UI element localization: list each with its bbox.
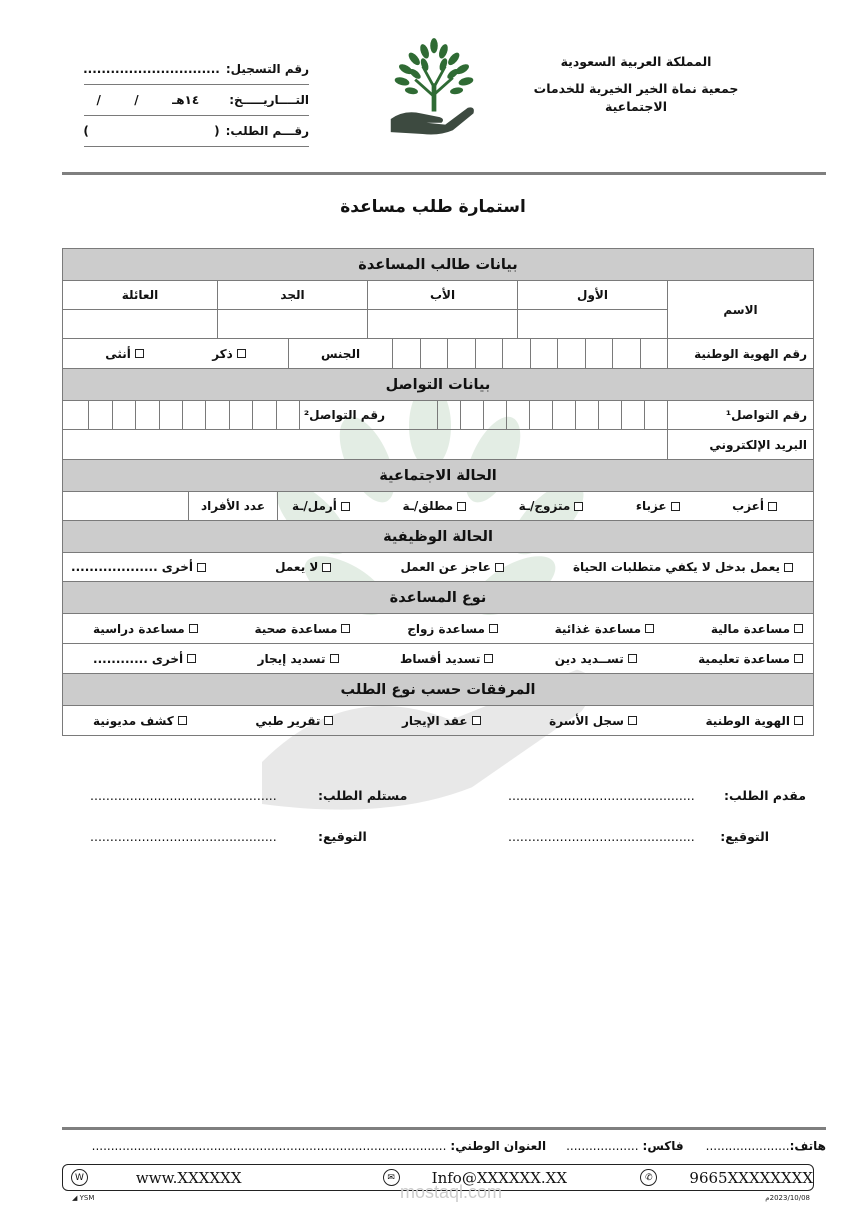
checkbox-icon[interactable] [457, 502, 466, 511]
family-members-input[interactable] [63, 492, 188, 520]
phone2-digit-cell[interactable] [135, 401, 158, 429]
org-header [506, 56, 766, 126]
phone1-digit-cell[interactable] [598, 401, 621, 429]
name-label: الاسم [667, 281, 813, 338]
header-divider [62, 172, 826, 175]
aid-type-options-1 [63, 614, 813, 643]
address-label: العنوان الوطني: [450, 1139, 547, 1153]
checkbox-icon[interactable] [178, 716, 187, 725]
date-value[interactable]: / / ١٤هـ [96, 93, 200, 107]
phone-row [63, 401, 813, 430]
section-employment-header: الحالة الوظيفية [63, 521, 813, 553]
phone2-digit-cell[interactable] [205, 401, 228, 429]
phone2-digit-cell[interactable] [252, 401, 275, 429]
name-parts-grid [63, 281, 667, 338]
social-status-row [63, 492, 813, 521]
status-married[interactable]: متزوج/ـة [519, 499, 584, 513]
section-contact-header: بيانات التواصل [63, 369, 813, 401]
family-name-input[interactable] [63, 310, 217, 338]
whatsapp-number[interactable]: 9665XXXXXXXX [689, 1168, 814, 1187]
receiver-label: مستلم الطلب: [318, 788, 408, 803]
phone1-digit-cell[interactable] [529, 401, 552, 429]
website-icon: W [71, 1169, 88, 1186]
id-digit-cell[interactable] [502, 339, 530, 368]
checkbox-icon[interactable] [324, 716, 333, 725]
phone2-digit-cell[interactable] [276, 401, 299, 429]
email-icon: ✉ [383, 1169, 400, 1186]
phone-label: هاتف: [789, 1139, 826, 1153]
phone1-digit-cell[interactable] [552, 401, 575, 429]
request-number-label: رقـــم الطلب: [225, 124, 309, 138]
applicant-sign-label: التوقيع: [720, 829, 769, 844]
whatsapp-icon: ✆ [640, 1169, 657, 1186]
footer-divider [62, 1127, 826, 1130]
checkbox-icon[interactable] [237, 349, 246, 358]
checkbox-icon[interactable] [784, 563, 793, 572]
footer-contact-line [62, 1139, 826, 1153]
aid-study[interactable]: مساعدة دراسية [93, 622, 198, 636]
applicant-name-field[interactable]: ............................................... [508, 788, 695, 803]
checkbox-icon[interactable] [189, 624, 198, 633]
name-row [63, 281, 813, 339]
attachments-row [63, 706, 813, 736]
attach-debt-statement[interactable]: كشف مديونية [93, 714, 187, 728]
attach-family-record[interactable]: سجل الأسرة [549, 714, 637, 728]
aid-health[interactable]: مساعدة صحية [254, 622, 350, 636]
grandfather-name-input[interactable] [217, 310, 367, 338]
checkbox-icon[interactable] [671, 502, 680, 511]
checkbox-icon[interactable] [341, 502, 350, 511]
form-title: استمارة طلب مساعدة [340, 197, 526, 217]
aid-installments[interactable]: تسديد أقساط [400, 652, 493, 666]
phone1-digit-cell[interactable] [644, 401, 667, 429]
receiver-name-field[interactable]: ............................................... [90, 788, 277, 803]
employment-not-working[interactable]: لا يعمل [275, 560, 331, 574]
aid-type-options-2 [63, 644, 813, 673]
id-digit-cell[interactable] [640, 339, 668, 368]
phone2-label: رقم التواصل² [299, 401, 437, 429]
aid-other[interactable]: أخرى ............ [93, 652, 196, 666]
family-members-label: عدد الأفراد [188, 492, 277, 520]
phone1-digit-cell[interactable] [460, 401, 483, 429]
father-name-header: الأب [367, 281, 517, 309]
registration-value[interactable]: .............................. [83, 62, 220, 76]
gender-label: الجنس [288, 339, 392, 368]
website-link[interactable]: www.XXXXXX [135, 1168, 242, 1187]
attach-national-id[interactable]: الهوية الوطنية [705, 714, 803, 728]
date-row [84, 85, 309, 116]
employment-options [63, 553, 813, 581]
section-aid-type-header: نوع المساعدة [63, 582, 813, 614]
id-gender-row [63, 339, 813, 369]
employment-insufficient-income[interactable]: يعمل بدخل لا يكفي متطلبات الحياة [573, 560, 793, 574]
status-widowed[interactable]: أرمل/ـة [292, 499, 350, 513]
attach-lease[interactable]: عقد الإيجار [402, 714, 481, 728]
social-status-options [277, 492, 813, 520]
checkbox-icon[interactable] [645, 624, 654, 633]
phone-field: ...................... [705, 1139, 790, 1153]
checkbox-icon[interactable] [341, 624, 350, 633]
id-digit-cell[interactable] [557, 339, 585, 368]
checkbox-icon[interactable] [135, 349, 144, 358]
phone1-digit-cell[interactable] [483, 401, 506, 429]
id-digit-cell[interactable] [475, 339, 503, 368]
fax-label: فاكس: [642, 1139, 684, 1153]
document-date: 2023/10/08م [765, 1194, 810, 1202]
registration-number-row [84, 54, 309, 85]
credit-icon: ◢ [72, 1194, 78, 1202]
attach-medical-report[interactable]: تقرير طبي [255, 714, 333, 728]
registration-label: رقم التسجيل: [225, 62, 309, 76]
email-link[interactable]: Info@XXXXXX.XX [431, 1168, 568, 1187]
checkbox-icon[interactable] [628, 654, 637, 663]
assistance-form-table [62, 248, 814, 736]
phone1-label: رقم التواصل¹ [667, 401, 813, 429]
gender-male-option[interactable]: ذكر [212, 347, 246, 361]
aid-rent[interactable]: تسديد إيجار [258, 652, 339, 666]
email-label: البريد الإلكتروني [667, 430, 813, 459]
aid-type-row-1 [63, 614, 813, 644]
kingdom-name: المملكة العربية السعودية [560, 54, 712, 69]
phone2-digit-cell[interactable] [182, 401, 205, 429]
org-name-line1: جمعية نماة الخير الخيرية للخدمات [533, 80, 739, 96]
id-digit-cell[interactable] [392, 339, 420, 368]
phone2-digit-cell[interactable] [229, 401, 252, 429]
first-name-input[interactable] [517, 310, 667, 338]
id-digit-cell[interactable] [420, 339, 448, 368]
phone2-digit-cell[interactable] [63, 401, 88, 429]
org-name-line2: الاجتماعية [605, 99, 667, 114]
aid-type-row-2 [63, 644, 813, 674]
email-row [63, 430, 813, 460]
aid-marriage[interactable]: مساعدة زواج [407, 622, 498, 636]
section-applicant-header: بيانات طالب المساعدة [63, 249, 813, 281]
section-attachments-header: المرفقات حسب نوع الطلب [63, 674, 813, 706]
status-divorced[interactable]: مطلق/ـة [402, 499, 466, 513]
id-digit-cell[interactable] [447, 339, 475, 368]
checkbox-icon[interactable] [330, 654, 339, 663]
watermark-site-text: mostaql.com [400, 1182, 503, 1202]
phone1-digit-cell[interactable] [575, 401, 598, 429]
email-input[interactable] [63, 430, 667, 459]
phone1-digit-cell[interactable] [621, 401, 644, 429]
checkbox-icon[interactable] [794, 654, 803, 663]
applicant-signature-label: مقدم الطلب: [724, 788, 806, 803]
checkbox-icon[interactable] [495, 563, 504, 572]
request-number-value[interactable]: ( ) [83, 124, 220, 138]
id-digit-cell[interactable] [612, 339, 640, 368]
applicant-sign-field[interactable]: ............................................... [508, 829, 695, 844]
section-social-header: الحالة الاجتماعية [63, 460, 813, 492]
checkbox-icon[interactable] [187, 654, 196, 663]
checkbox-icon[interactable] [484, 654, 493, 663]
attachments-options [63, 706, 813, 735]
status-single-male[interactable]: أعزب [732, 499, 777, 513]
father-name-input[interactable] [367, 310, 517, 338]
checkbox-icon[interactable] [794, 624, 803, 633]
checkbox-icon[interactable] [628, 716, 637, 725]
employment-other[interactable]: أخرى ................... [71, 560, 206, 574]
checkbox-icon[interactable] [768, 502, 777, 511]
family-name-header: العائلة [121, 288, 159, 302]
checkbox-icon[interactable] [322, 563, 331, 572]
aid-education[interactable]: مساعدة تعليمية [698, 652, 803, 666]
checkbox-icon[interactable] [489, 624, 498, 633]
aid-debt-payment[interactable]: تســديد دين [555, 652, 637, 666]
receiver-sign-label: التوقيع: [318, 829, 367, 844]
aid-financial[interactable]: مساعدة مالية [711, 622, 803, 636]
receiver-sign-field[interactable]: ............................................... [90, 829, 277, 844]
checkbox-icon[interactable] [197, 563, 206, 572]
address-field: ............................................................................................. [91, 1139, 447, 1153]
id-digit-cell[interactable] [530, 339, 558, 368]
first-name-header: الأول [517, 281, 667, 309]
gender-female-option[interactable]: أنثى [105, 347, 144, 361]
org-logo-icon [387, 38, 481, 138]
employment-row [63, 553, 813, 582]
phone2-digit-cell[interactable] [159, 401, 182, 429]
registration-info [84, 54, 309, 147]
credit-text: ◢ YSM [72, 1194, 95, 1202]
id-digit-cell[interactable] [585, 339, 613, 368]
phone2-digit-cell[interactable] [88, 401, 111, 429]
fax-field: ................... [566, 1139, 639, 1153]
phone1-digit-cell[interactable] [437, 401, 460, 429]
national-id-label: رقم الهوية الوطنية [667, 339, 813, 368]
status-single-female[interactable]: عزباء [636, 499, 680, 513]
request-number-row [84, 116, 309, 147]
employment-unable-to-work[interactable]: عاجز عن العمل [400, 560, 503, 574]
phone2-digit-cell[interactable] [112, 401, 135, 429]
checkbox-icon[interactable] [794, 716, 803, 725]
checkbox-icon[interactable] [472, 716, 481, 725]
aid-food[interactable]: مساعدة غذائية [555, 622, 654, 636]
checkbox-icon[interactable] [574, 502, 583, 511]
phone1-digit-cell[interactable] [506, 401, 529, 429]
grandfather-name-header: الجد [217, 281, 367, 309]
date-label: التــــاريـــــخ: [229, 93, 309, 107]
gender-options [63, 339, 288, 368]
